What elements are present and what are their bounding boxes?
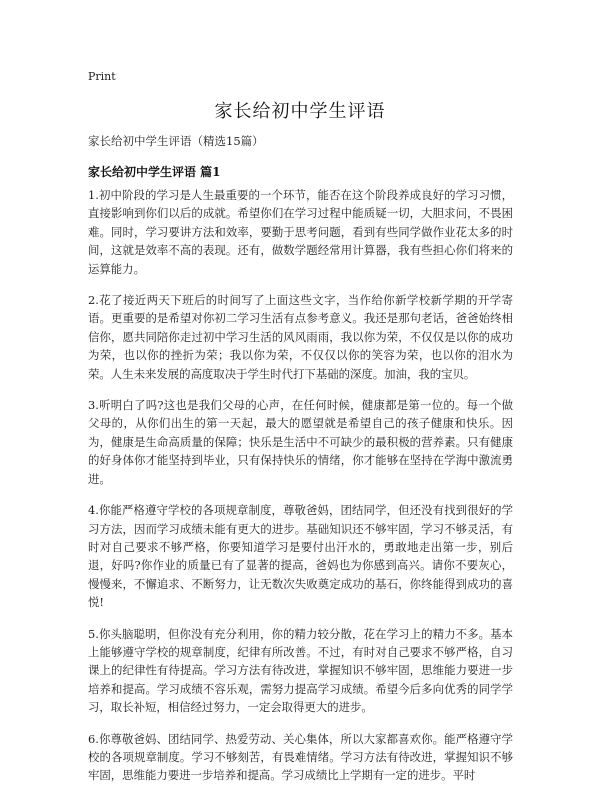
paragraph-6: 6.你尊敬爸妈、团结同学、热爱劳动、关心集体，所以大家都喜欢你。能严格遵守学校的各项规章制度。学习不够刻苦，有畏难情绪。学习方法有待改进，掌握知识不够牢固，思维能力要进一步培养和提高。学习成绩比上学期有一定的进步。平时 (88, 731, 513, 783)
paragraph-5: 5.你头脑聪明，但你没有充分利用，你的精力较分散，花在学习上的精力不多。基本上能够遵守学校的规章制度，纪律有所改善。不过，有时对自己要求不够严格，自习课上的纪律性有待提高。学习方法有待改进，掌握知识不够牢固，思维能力要进一步培养和提高。学习成绩不容乐观，需努力提高学习成绩。希望今后多向优秀的同学学习，取长补短，相信经过努力，一定会取得更大的进步。 (88, 626, 513, 715)
paragraph-3: 3.听明白了吗?这也是我们父母的心声，在任何时候，健康都是第一位的。每一个做父母的，从你们出生的第一天起，最大的愿望就是希望自己的孩子健康和快乐。因为，健康是生命高质量的保障；快乐是生活中不可缺少的最积极的营养素。只有健康的好身体你才能坚持到毕业，只有保持快乐的情绪，你才能够在坚持在学海中激流勇进。 (88, 398, 513, 486)
article-body (88, 186, 513, 798)
paragraph-4: 4.你能严格遵守学校的各项规章制度，尊敬爸妈，团结同学，但还没有找到很好的学习方法，因而学习成绩未能有更大的进步。基础知识还不够牢固，学习不够灵活，有时对自己要求不够严格，你要知道学习是要付出汗水的，勇敢地走出第一步，别后退，好吗?你作业的质量已有了显著的提高，爸妈也为你感到高兴。请你不要灰心，慢慢来，不懈追求、不断努力，让无数次失败奠定成功的基石，你终能得到成功的喜悦! (88, 503, 513, 610)
paragraph-1: 1.初中阶段的学习是人生最重要的一个环节，能否在这个阶段养成良好的学习习惯，直接影响到你们以后的成就。希望你们在学习过程中能质疑一切，大胆求问，不畏困难。同时，学习要讲方法和效率，要勤于思考问题，看到有些同学做作业花太多的时间，这就是效率不高的表现。还有，做数学题经常用计算器，我有些担心你们将来的运算能力。 (88, 188, 513, 276)
section-heading: 家长给初中学生评语 篇1 (88, 165, 221, 179)
print-label[interactable]: Print (88, 70, 116, 83)
document-subtitle: 家长给初中学生评语（精选15篇） (88, 134, 264, 148)
page-title: 家长给初中学生评语 (214, 101, 386, 122)
paragraph-2: 2.花了接近两天下班后的时间写了上面这些文字，当作给你新学校新学期的开学寄语。更重要的是希望对你初二学习生活有点参考意义。我还是那句老话，爸爸始终相信你，愿共同陪你走过初中学习生活的风风雨雨，我以你为荣，不仅仅是以你的成功为荣，也以你的挫折为荣；我以你为荣，不仅仅以你的笑容为荣，也以你的泪水为荣。人生未来发展的高度取决于学生时代打下基础的深度。加油，我的宝贝。 (88, 293, 513, 381)
